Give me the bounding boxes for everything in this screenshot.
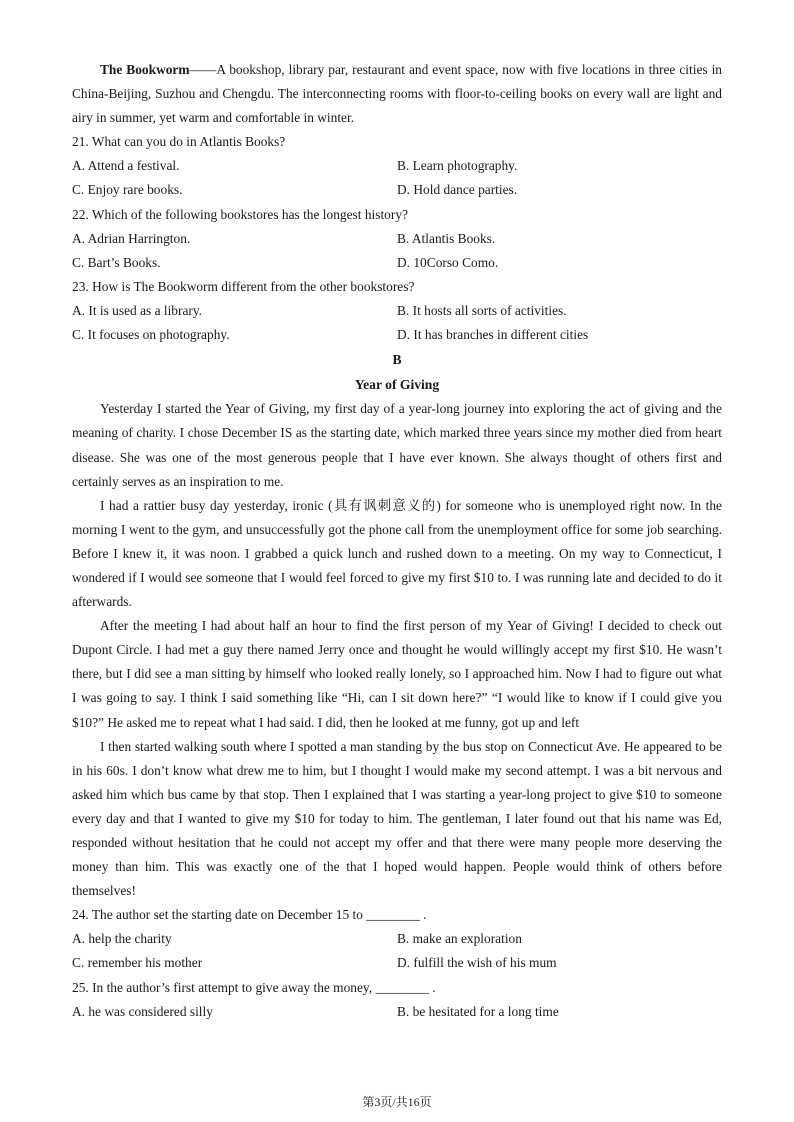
question-22-option-a: A. Adrian Harrington.: [72, 230, 191, 246]
question-22-option-b: B. Atlantis Books.: [397, 230, 496, 246]
question-25-option-a: A. he was considered silly: [72, 1003, 213, 1019]
question-21-option-b: B. Learn photography.: [397, 158, 518, 174]
question-22-option-d: D. 10Corso Como.: [397, 254, 499, 270]
intro-name: The Bookworm: [100, 62, 190, 77]
passage-title: Year of Giving: [354, 377, 440, 393]
passage-paragraph-4: I then started walking south where I spotted a man standing by the bus stop on Connecticut Ave. He appeared to be in his 60s. I don’t know what drew me to him, but I thought I would make my second attempt. I was a bit nervous and asked him which bus came by that stop. Then I explained that I was starting a year-long project to give $10 to someone every day and that I wanted to give my $10 for today to him. The gentleman, I later found out that his name was Ed, responded without hesitation that he could not accept my offer and that there were many people more deserving the money than him. This was exactly one of the that I hoped would happen. People would think of others before themselves!: [72, 738, 722, 899]
passage-paragraph-3: After the meeting I had about half an hour to find the first person of my Year of Giving! I decided to check out Dupont Circle. I had met a guy there named Jerry once and thought he would willingly accept my first $10. He wasn’t there, but I did see a man sitting by himself who looked really lonely, so I approached him. Now I had to figure out what I was going to say. I think I said something like “Hi, can I sit down here?” “I would like to know if I could give you $10?” He asked me to repeat what I had said. I did, then he looked at me funny, got up and left: [72, 618, 722, 730]
question-24-option-c: C. remember his mother: [72, 955, 203, 971]
intro-paragraph: [72, 58, 722, 130]
question-23-option-c: C. It focuses on photography.: [72, 327, 230, 343]
question-21-option-c: C. Enjoy rare books.: [72, 182, 183, 198]
question-22-option-c: C. Bart’s Books.: [72, 254, 161, 270]
section-letter: B: [392, 352, 402, 368]
passage-paragraph-2: I had a rattier busy day yesterday, ironic (具有讽刺意义的) for someone who is unemployed right now. In the morning I went to the gym, and unsuccessfully got the phone call from the unemployment office for some job searching. Before I knew it, it was noon. I grabbed a quick lunch and rushed down to a meeting. On my way to Connecticut, I wondered if I would see someone that I would feel forced to give my first $10 to. I was running late and decided to do it afterwards.: [72, 497, 722, 610]
page-footer: 第3页/共16页: [362, 1095, 432, 1109]
question-21-option-d: D. Hold dance parties.: [397, 182, 518, 198]
question-24-option-d: D. fulfill the wish of his mum: [397, 955, 557, 971]
question-25-stem: 25. In the author’s first attempt to give away the money, ________ .: [72, 979, 436, 995]
question-22-options: [72, 227, 722, 275]
question-23-option-b: B. It hosts all sorts of activities.: [397, 302, 567, 318]
question-24-options: [72, 927, 722, 975]
intro-text: ——A bookshop, library par, restaurant and event space, now with five locations in three cities in China-Beijing, Suzhou and Chengdu. The interconnecting rooms with floor-to-ceiling books on every wall are light and airy in summer, yet warm and comfortable in winter.: [72, 62, 722, 126]
passage-paragraph-1: Yesterday I started the Year of Giving, my first day of a year-long journey into exploring the act of giving and the meaning of charity. I chose December IS as the starting date, which marked three years since my mother died from heart disease. She was one of the most generous people that I have ever known. She always thought of others first and certainly serves as an inspiration to me.: [72, 401, 722, 489]
question-23-options: [72, 299, 722, 347]
question-23-option-a: A. It is used as a library.: [72, 302, 203, 318]
question-23-stem: 23. How is The Bookworm different from the other bookstores?: [72, 278, 415, 294]
question-22-stem: 22. Which of the following bookstores has the longest history?: [72, 206, 408, 222]
page-content: [72, 58, 722, 1024]
question-21-stem: 21. What can you do in Atlantis Books?: [72, 134, 286, 150]
question-25-options: [72, 1000, 722, 1024]
question-24-stem: 24. The author set the starting date on December 15 to ________ .: [72, 907, 427, 923]
question-21-option-a: A. Attend a festival.: [72, 158, 180, 174]
question-24-option-a: A. help the charity: [72, 931, 172, 947]
question-24-option-b: B. make an exploration: [397, 931, 522, 947]
question-23-option-d: D. It has branches in different cities: [397, 327, 589, 343]
question-21-options: [72, 154, 722, 202]
question-25-option-b: B. be hesitated for a long time: [397, 1003, 559, 1019]
